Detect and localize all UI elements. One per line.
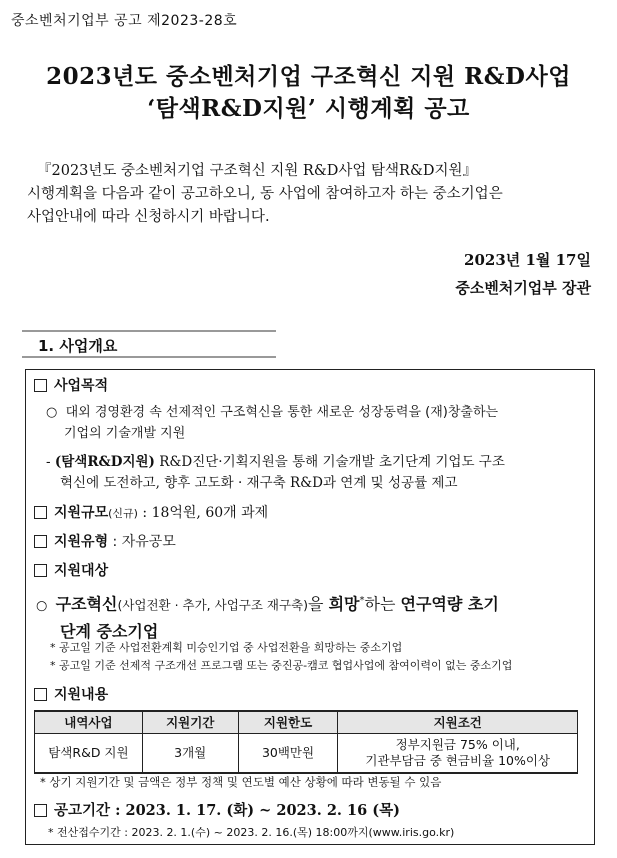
support-table — [34, 710, 578, 774]
dash-bullet-icon: - — [46, 454, 55, 470]
condition-cell: 정부지원금 75% 이내, 기관부담금 중 현금비율 10%이상 — [338, 733, 578, 773]
scale-row: 지원규모(신규) : 18억원, 60개 과제 — [34, 502, 268, 522]
period-note: * 전산접수기간 : 2023. 2. 1.(수) ~ 2023. 2. 16.(목) 18:00까지(www.iris.go.kr) — [48, 826, 455, 839]
intro-line2: 시행계획을 다음과 같이 공고하오니, 동 사업에 참여하고자 하는 중소기업은 — [27, 186, 503, 202]
target-main: ○ 구조혁신(사업전환 · 추가, 사업구조 재구축)을 희망*하는 연구역량 초기 단계 중소기업 — [36, 594, 499, 642]
type-row: 지원유형 : 자유공모 — [34, 531, 176, 551]
circle-bullet-icon: ○ — [36, 598, 56, 614]
intro-line3: 사업안내에 따라 신청하시기 바랍니다. — [27, 209, 270, 225]
circle-bullet-icon: ○ — [46, 405, 66, 420]
period-cell: 3개월 — [142, 733, 238, 773]
limit-cell: 30백만원 — [238, 733, 338, 773]
table-header-row — [35, 711, 578, 733]
column-header: 내역사업 — [35, 711, 143, 733]
issuer-signature: 중소벤처기업부 장관 — [455, 279, 591, 297]
purpose-bullet: ○ 대외 경영환경 속 선제적인 구조혁신을 통한 새로운 성장동력을 (재)창출하는 기업의 기술개발 지원 — [46, 405, 499, 441]
table-row — [35, 733, 578, 773]
section-title: 1. 사업개요 — [38, 337, 118, 355]
notice-number: 중소벤처기업부 공고 제2023-28호 — [11, 13, 238, 29]
page-title-line1: 2023년도 중소벤처기업 구조혁신 지원 R&D사업 — [46, 63, 571, 90]
target-notes: * 공고일 기준 사업전환계획 미승인기업 중 사업전환을 희망하는 중소기업 * 공고일 기준 선제적 구조개선 프로그램 또는 중진공-캠코 협업사업에 참여이력이 없는 중소기업 — [50, 641, 513, 672]
column-header: 지원기간 — [142, 711, 238, 733]
target-heading: 지원대상 — [34, 560, 108, 580]
checkbox-square-icon — [34, 688, 47, 701]
content-note: * 상기 지원기간 및 금액은 정부 정책 및 연도별 예산 상황에 따라 변동될 수 있음 — [40, 775, 442, 789]
section-divider-bottom — [22, 356, 276, 358]
checkbox-square-icon — [34, 506, 47, 519]
purpose-dash-item: - (탐색R&D지원) R&D진단·기획지원을 통해 기술개발 초기단계 기업도 구조 혁신에 도전하고, 향후 고도화 · 재구축 R&D과 연계 및 성공률 제고 — [46, 454, 505, 491]
checkbox-square-icon — [34, 535, 47, 548]
intro-paragraph — [27, 160, 595, 229]
program-cell: 탐색R&D 지원 — [35, 733, 143, 773]
intro-line1: 『2023년도 중소벤처기업 구조혁신 지원 R&D사업 탐색R&D지원』 — [37, 163, 477, 179]
announcement-date: 2023년 1월 17일 — [464, 251, 591, 269]
page-title-line2: ‘탐색R&D지원’ 시행계획 공고 — [147, 95, 470, 122]
section-divider-top — [22, 330, 276, 332]
checkbox-square-icon — [34, 564, 47, 577]
column-header: 지원조건 — [338, 711, 578, 733]
purpose-heading: 사업목적 — [34, 375, 108, 395]
column-header: 지원한도 — [238, 711, 338, 733]
checkbox-square-icon — [34, 804, 47, 817]
content-heading: 지원내용 — [34, 684, 108, 704]
checkbox-square-icon — [34, 379, 47, 392]
period-row: 공고기간 : 2023. 1. 17. (화) ~ 2023. 2. 16 (목) — [34, 799, 400, 820]
